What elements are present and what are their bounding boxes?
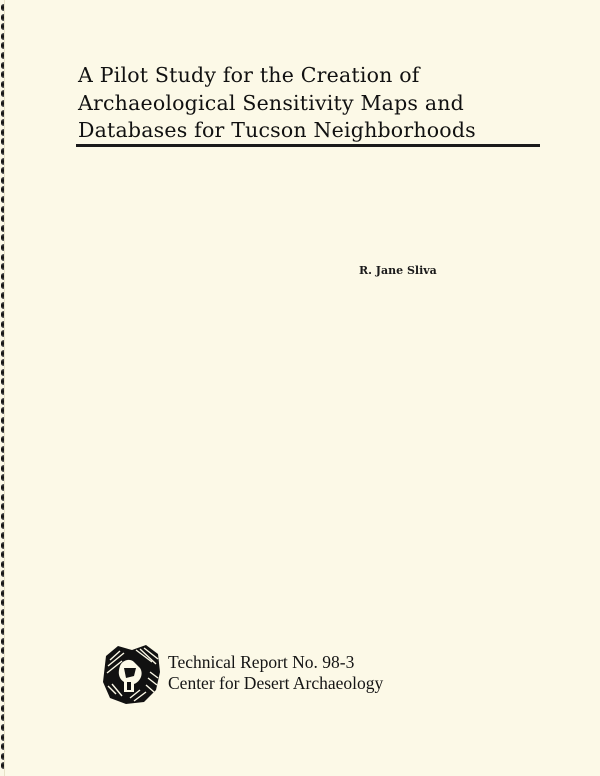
report-title — [78, 62, 558, 145]
publisher-name: Center for Desert Archaeology — [168, 673, 384, 693]
report-imprint — [168, 652, 383, 694]
title-line-1: A Pilot Study for the Creation of — [78, 63, 420, 87]
author-name: R. Jane Sliva — [359, 264, 437, 277]
center-for-desert-archaeology-logo-icon — [100, 642, 162, 706]
report-number: Technical Report No. 98-3 — [168, 652, 355, 672]
title-line-3: Databases for Tucson Neighborhoods — [78, 118, 476, 142]
title-rule — [76, 144, 540, 147]
title-line-2: Archaeological Sensitivity Maps and — [78, 90, 464, 115]
